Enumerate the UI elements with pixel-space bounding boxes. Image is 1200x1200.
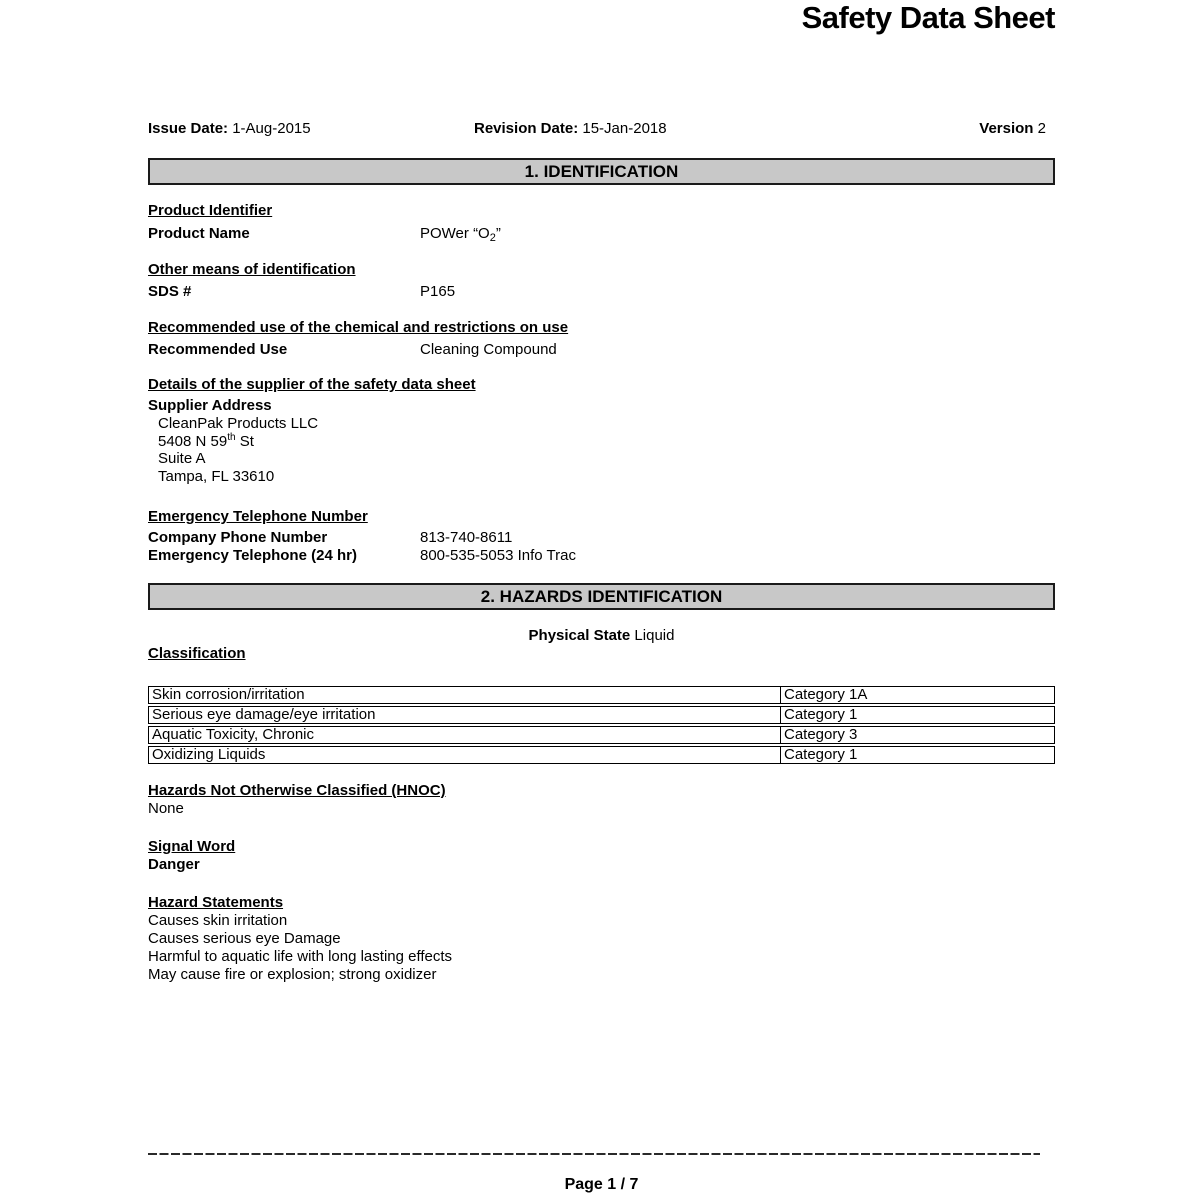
hnoc-heading: Hazards Not Otherwise Classified (HNOC) [148, 782, 446, 799]
revision-date-value: 15-Jan-2018 [582, 120, 667, 137]
category-cell: Category 1A [784, 686, 868, 703]
supplier-address-label: Supplier Address [148, 397, 272, 414]
company-phone-row [148, 529, 1055, 547]
product-name-prefix: POWer “O [420, 225, 490, 242]
page-title: Safety Data Sheet [801, 0, 1055, 35]
category-cell: Category 1 [784, 706, 858, 723]
table-row [148, 686, 1055, 704]
table-row [148, 706, 1055, 724]
classification-table [148, 686, 1055, 764]
hazard-statement: Causes serious eye Damage [148, 930, 341, 947]
category-cell: Category 3 [784, 726, 858, 743]
emergency-telephone-heading: Emergency Telephone Number [148, 508, 368, 525]
revision-date-label: Revision Date: [474, 120, 579, 137]
physical-state-row [148, 627, 1055, 645]
footer-divider-line [148, 1153, 1040, 1155]
physical-state-value: Liquid [634, 627, 675, 644]
emergency-phone-value: 800-535-5053 Info Trac [420, 547, 576, 564]
hazard-class-cell: Aquatic Toxicity, Chronic [149, 727, 781, 743]
recommended-use-value: Cleaning Compound [420, 341, 557, 358]
version [979, 120, 1046, 137]
street-number: 5408 N 59 [158, 432, 228, 450]
product-name-subscript: 2 [489, 232, 496, 244]
company-phone-value: 813-740-8611 [420, 529, 513, 546]
product-name-value [420, 225, 1055, 243]
supplier-address-line-1: CleanPak Products LLC [158, 415, 319, 432]
street-ordinal-superscript: th [227, 431, 236, 443]
supplier-details-heading: Details of the supplier of the safety data sheet [148, 376, 476, 393]
page-number: Page 1 / 7 [564, 1176, 639, 1193]
sds-number-label: SDS # [148, 283, 192, 300]
issue-date [148, 120, 311, 137]
classification-heading: Classification [148, 645, 246, 662]
version-value: 2 [1037, 120, 1046, 137]
recommended-use-row [148, 341, 1055, 359]
hazard-statement: May cause fire or explosion; strong oxidizer [148, 966, 437, 983]
signal-word-heading: Signal Word [148, 838, 236, 855]
street-suffix: St [235, 432, 254, 450]
section-header-identification: 1. IDENTIFICATION [148, 158, 1055, 185]
product-name-suffix: ” [495, 225, 501, 242]
issue-date-value: 1-Aug-2015 [232, 120, 311, 137]
table-row [148, 726, 1055, 744]
issue-date-label: Issue Date: [148, 120, 229, 137]
physical-state-label: Physical State [528, 627, 631, 644]
supplier-address-line-2 [148, 433, 1055, 451]
sds-number-row [148, 283, 1055, 301]
sds-number-value: P165 [420, 283, 456, 300]
product-identifier-heading: Product Identifier [148, 202, 273, 219]
supplier-address-line-4: Tampa, FL 33610 [158, 467, 275, 485]
hnoc-value: None [148, 800, 184, 817]
emergency-phone-label: Emergency Telephone (24 hr) [148, 547, 357, 564]
signal-word-value: Danger [148, 856, 200, 873]
hazard-statements-heading: Hazard Statements [148, 894, 284, 911]
recommended-use-label: Recommended Use [148, 341, 288, 358]
hazard-class-cell: Oxidizing Liquids [149, 747, 781, 763]
category-cell: Category 1 [784, 746, 858, 763]
product-name-label: Product Name [148, 225, 250, 242]
table-row [148, 746, 1055, 764]
revision-date [474, 120, 667, 137]
version-label: Version [979, 120, 1034, 137]
product-name-row [148, 225, 1055, 243]
emergency-phone-row [148, 547, 1055, 565]
hazard-statement: Causes skin irritation [148, 912, 288, 929]
company-phone-label: Company Phone Number [148, 529, 328, 546]
other-means-heading: Other means of identification [148, 261, 356, 278]
section-header-hazards: 2. HAZARDS IDENTIFICATION [148, 583, 1055, 610]
hazard-statement: Harmful to aquatic life with long lasting effects [148, 948, 453, 965]
recommended-use-heading: Recommended use of the chemical and restrictions on use [148, 319, 569, 336]
hazard-class-cell: Skin corrosion/irritation [149, 687, 781, 703]
sds-page [148, 0, 1055, 984]
hazard-class-cell: Serious eye damage/eye irritation [149, 707, 781, 723]
supplier-address-line-3: Suite A [158, 450, 206, 467]
document-meta [148, 120, 1055, 138]
